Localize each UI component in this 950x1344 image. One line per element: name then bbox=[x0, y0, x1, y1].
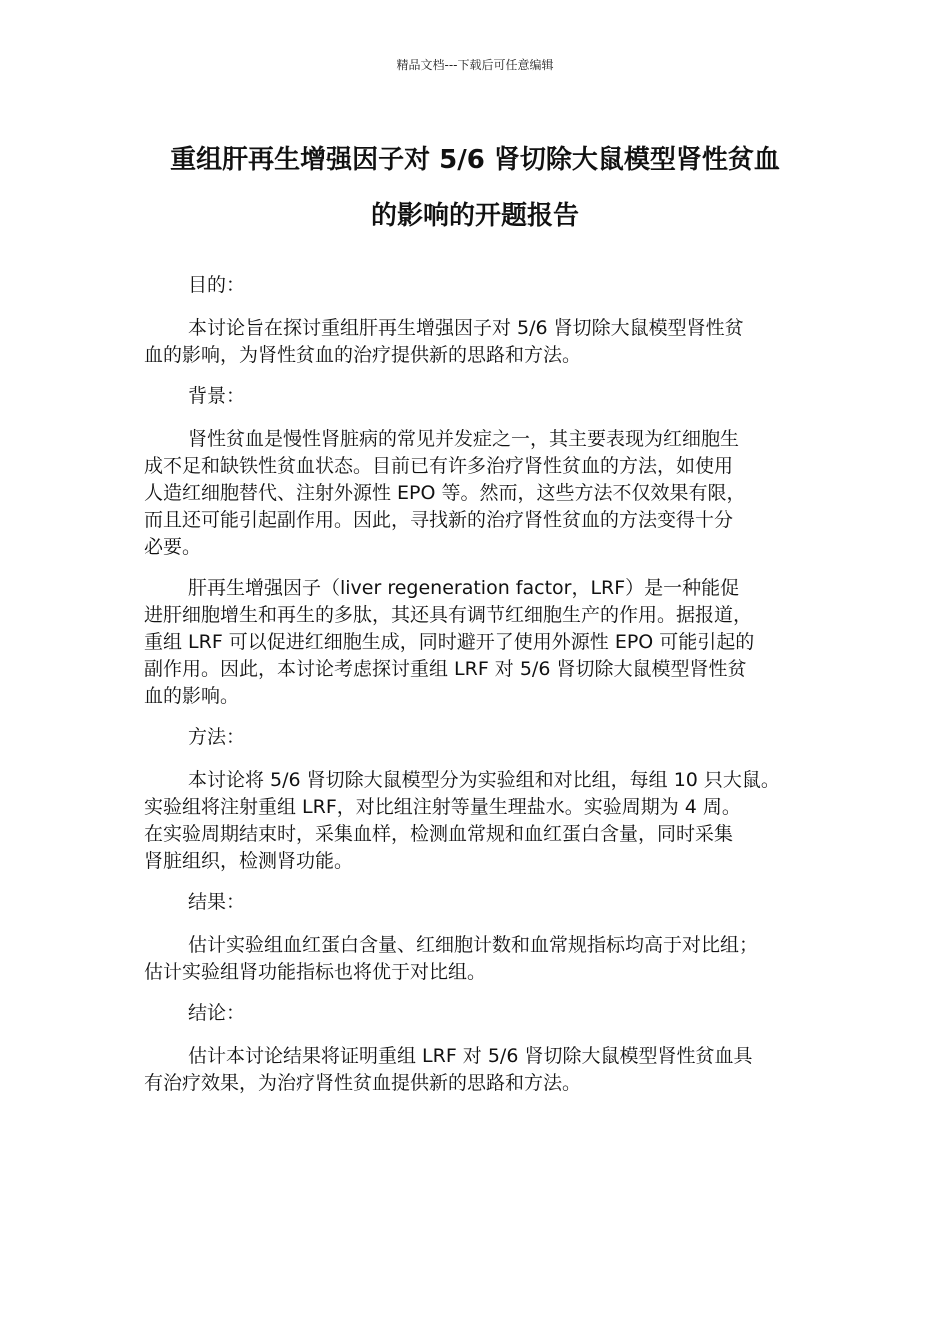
section-heading-purpose: 目的： bbox=[188, 274, 246, 296]
text-line: 估计实验组血红蛋白含量、红细胞计数和血常规指标均高于对比组； bbox=[188, 934, 759, 956]
paragraph-conclusion bbox=[144, 1043, 804, 1097]
text-line: 肝再生增强因子（liver regeneration factor，LRF）是一种能促 bbox=[188, 577, 740, 599]
paragraph-result bbox=[144, 932, 804, 986]
title-line-2: 的影响的开题报告 bbox=[370, 201, 579, 231]
header-note: 精品文档---下载后可任意编辑 bbox=[396, 58, 554, 72]
text-line: 有治疗效果，为治疗肾性贫血提供新的思路和方法。 bbox=[144, 1072, 582, 1094]
text-line: 重组 LRF 可以促进红细胞生成，同时避开了使用外源性 EPO 可能引起的 bbox=[144, 631, 755, 653]
text-line: 副作用。因此，本讨论考虑探讨重组 LRF 对 5/6 肾切除大鼠模型肾性贫 bbox=[144, 658, 747, 680]
text-line: 本讨论将 5/6 肾切除大鼠模型分为实验组和对比组，每组 10 只大鼠。 bbox=[188, 769, 780, 791]
section-heading-result: 结果： bbox=[188, 891, 246, 913]
text-line: 进肝细胞增生和再生的多肽，其还具有调节红细胞生产的作用。据报道， bbox=[144, 604, 753, 626]
text-line: 成不足和缺铁性贫血状态。目前已有许多治疗肾性贫血的方法，如使用 bbox=[144, 455, 734, 477]
text-line: 本讨论旨在探讨重组肝再生增强因子对 5/6 肾切除大鼠模型肾性贫 bbox=[188, 317, 744, 339]
title-line-1: 重组肝再生增强因子对 5/6 肾切除大鼠模型肾性贫血 bbox=[170, 145, 780, 175]
text-line: 血的影响，为肾性贫血的治疗提供新的思路和方法。 bbox=[144, 344, 582, 366]
text-line: 估计本讨论结果将证明重组 LRF 对 5/6 肾切除大鼠模型肾性贫血具 bbox=[188, 1045, 753, 1067]
section-heading-background: 背景： bbox=[188, 385, 246, 407]
paragraph-background-1 bbox=[144, 426, 804, 561]
document-body bbox=[144, 272, 804, 1111]
paragraph-purpose bbox=[144, 315, 804, 369]
text-line: 估计实验组肾功能指标也将优于对比组。 bbox=[144, 961, 487, 983]
text-line: 肾性贫血是慢性肾脏病的常见并发症之一，其主要表现为红细胞生 bbox=[188, 428, 740, 450]
text-line: 人造红细胞替代、注射外源性 EPO 等。然而，这些方法不仅效果有限， bbox=[144, 482, 746, 504]
text-line: 在实验周期结束时，采集血样，检测血常规和血红蛋白含量，同时采集 bbox=[144, 823, 734, 845]
text-line: 血的影响。 bbox=[144, 685, 240, 707]
paragraph-background-2 bbox=[144, 575, 804, 710]
text-line: 肾脏组织，检测肾功能。 bbox=[144, 850, 354, 872]
text-line: 实验组将注射重组 LRF，对比组注射等量生理盐水。实验周期为 4 周。 bbox=[144, 796, 741, 818]
text-line: 必要。 bbox=[144, 536, 202, 558]
text-line: 而且还可能引起副作用。因此，寻找新的治疗肾性贫血的方法变得十分 bbox=[144, 509, 734, 531]
section-heading-conclusion: 结论： bbox=[188, 1002, 246, 1024]
paragraph-method bbox=[144, 767, 804, 875]
document-title bbox=[140, 132, 810, 244]
section-heading-method: 方法： bbox=[188, 726, 246, 748]
